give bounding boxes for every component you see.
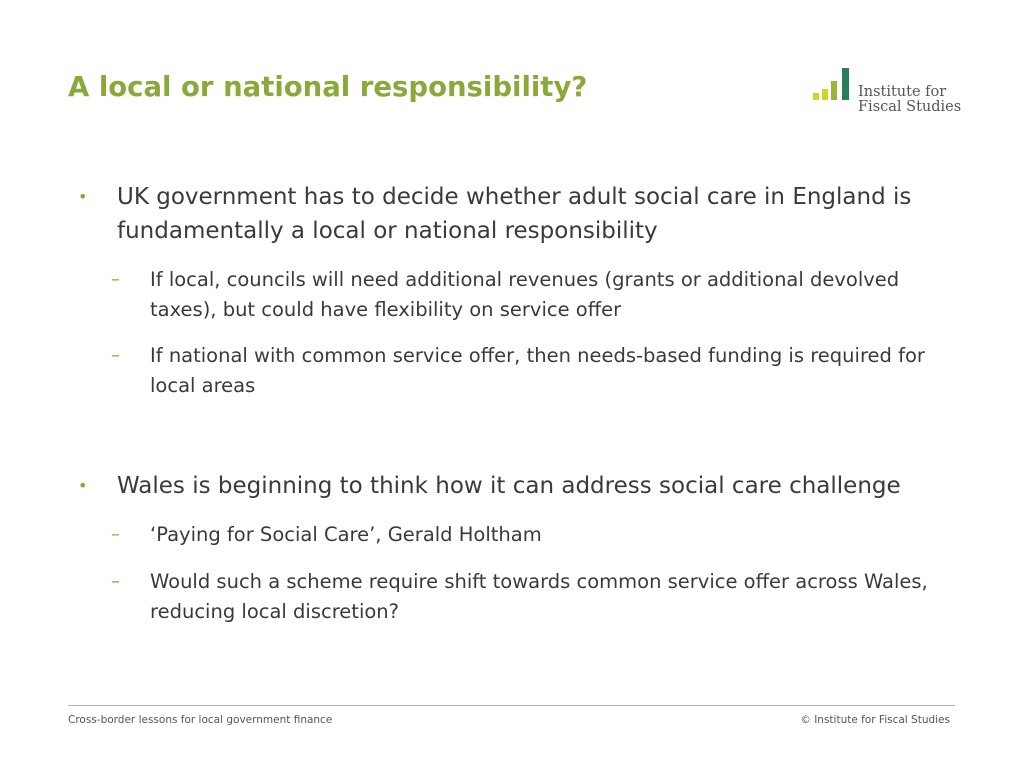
sub-bullet-marker: – xyxy=(111,269,120,290)
sub-bullet-marker: – xyxy=(111,571,120,592)
bullet-text: UK government has to decide whether adult social care in England is fundamentally a local or national responsibility xyxy=(117,184,912,244)
sub-bullet-text: Would such a scheme require shift towards common service offer across Wales, reducing local discretion? xyxy=(150,570,928,623)
bullet-marker: • xyxy=(78,476,88,495)
sub-bullet-marker: – xyxy=(111,524,120,545)
sub-bullet-text: ‘Paying for Social Care’, Gerald Holtham xyxy=(150,523,542,546)
slide-title: A local or national responsibility? xyxy=(68,71,588,103)
sub-bullet-text: If local, councils will need additional revenues (grants or additional devolved taxes), but could have flexibility on service offer xyxy=(150,268,900,321)
bullet-text: Wales is beginning to think how it can address social care challenge xyxy=(117,473,901,499)
logo-line-1: Institute for xyxy=(858,84,947,100)
footer-divider xyxy=(68,705,955,706)
sub-bullet-marker: – xyxy=(111,345,120,366)
bullet-marker: • xyxy=(78,187,88,206)
logo-line-2: Fiscal Studies xyxy=(858,99,962,115)
sub-bullet-text: If national with common service offer, then needs-based funding is required for local areas xyxy=(150,344,925,397)
footer-copyright: © Institute for Fiscal Studies xyxy=(800,714,950,726)
footer-presentation-title: Cross-border lessons for local government finance xyxy=(68,714,333,726)
